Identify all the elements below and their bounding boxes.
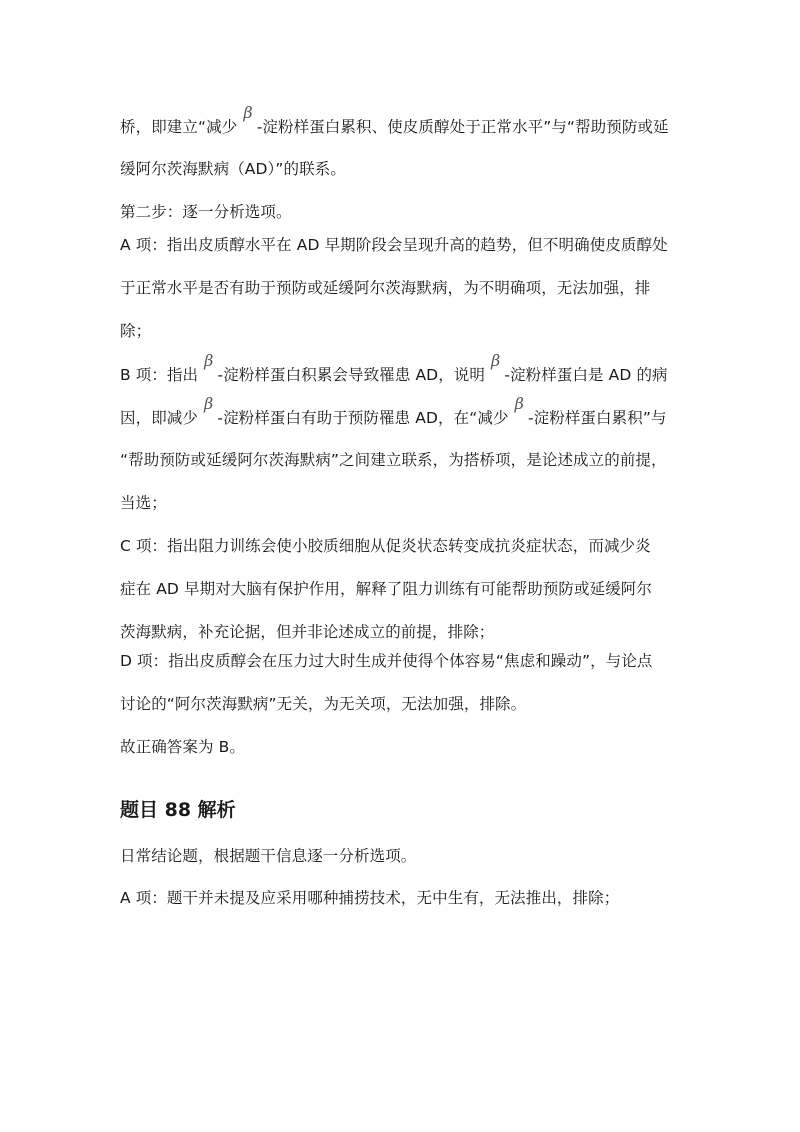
text-line bbox=[120, 640, 680, 683]
beta-symbol: β bbox=[204, 351, 214, 370]
text-line bbox=[120, 224, 680, 267]
text-segment: 茨海默病，补充论据，但并非论述成立的前提，排除； bbox=[120, 623, 495, 641]
text-line bbox=[120, 568, 680, 611]
text-segment: 除； bbox=[120, 322, 152, 340]
text-segment: 因，即减少 bbox=[120, 409, 199, 427]
text-line bbox=[120, 525, 680, 568]
text-segment: 日常结论题，根据题干信息逐一分析选项。 bbox=[120, 847, 417, 865]
text-segment: -淀粉样蛋白积累会导致罹患 AD，说明 bbox=[217, 366, 485, 384]
text-segment: D 项：指出皮质醇会在压力过大时生成并使得个体容易“焦虑和躁动”，与论点 bbox=[120, 652, 653, 670]
text-line bbox=[120, 267, 680, 310]
text-segment: 于正常水平是否有助于预防或延缓阿尔茨海默病，为不明确项，无法加强，排 bbox=[120, 279, 651, 297]
text-line bbox=[120, 148, 680, 191]
section-paragraph bbox=[120, 835, 680, 878]
beta-symbol: β bbox=[243, 103, 253, 122]
text-line bbox=[120, 877, 680, 920]
text-line bbox=[120, 396, 680, 439]
body-paragraph bbox=[120, 525, 680, 654]
text-segment: -淀粉样蛋白是 AD 的病 bbox=[504, 366, 668, 384]
beta-symbol: β bbox=[491, 351, 501, 370]
body-paragraph bbox=[120, 640, 680, 726]
section-paragraph bbox=[120, 877, 680, 920]
beta-symbol: β bbox=[514, 394, 524, 413]
text-segment: 当选； bbox=[120, 494, 167, 512]
text-line bbox=[120, 439, 680, 482]
body-paragraph bbox=[120, 224, 680, 353]
text-segment: 桥，即建立“减少 bbox=[120, 118, 238, 136]
text-segment: B 项：指出 bbox=[120, 366, 199, 384]
text-line bbox=[120, 105, 680, 148]
text-segment: -淀粉样蛋白累积”与 bbox=[527, 409, 667, 427]
text-segment: 第二步：逐一分析选项。 bbox=[120, 203, 292, 221]
text-segment: “帮助预防或延缓阿尔茨海默病”之间建立联系，为搭桥项，是论述成立的前提， bbox=[120, 451, 667, 469]
text-segment: A 项：题干并未提及应采用哪种捕捞技术，无中生有，无法推出，排除； bbox=[120, 889, 620, 907]
body-paragraph bbox=[120, 353, 680, 525]
text-segment: 故正确答案为 B。 bbox=[120, 738, 245, 756]
text-segment: 症在 AD 早期对大脑有保护作用，解释了阻力训练有可能帮助预防或延缓阿尔 bbox=[120, 580, 652, 598]
text-segment: -淀粉样蛋白有助于预防罹患 AD，在“减少 bbox=[217, 409, 509, 427]
body-paragraph bbox=[120, 105, 680, 191]
body-paragraph bbox=[120, 726, 680, 769]
text-line bbox=[120, 683, 680, 726]
text-line bbox=[120, 835, 680, 878]
text-segment: 缓阿尔茨海默病（AD）”的联系。 bbox=[120, 160, 346, 178]
text-segment: C 项：指出阻力训练会使小胶质细胞从促炎状态转变成抗炎症状态，而减少炎 bbox=[120, 537, 651, 555]
text-line bbox=[120, 310, 680, 353]
text-line bbox=[120, 482, 680, 525]
text-line bbox=[120, 353, 680, 396]
beta-symbol: β bbox=[204, 394, 214, 413]
text-line bbox=[120, 726, 680, 769]
section-heading: 题目 88 解析 bbox=[120, 799, 236, 821]
text-segment: -淀粉样蛋白累积、使皮质醇处于正常水平”与“帮助预防或延 bbox=[256, 118, 669, 136]
text-segment: A 项：指出皮质醇水平在 AD 早期阶段会呈现升高的趋势，但不明确使皮质醇处 bbox=[120, 236, 668, 254]
text-segment: 讨论的“阿尔茨海默病”无关，为无关项，无法加强，排除。 bbox=[120, 695, 527, 713]
